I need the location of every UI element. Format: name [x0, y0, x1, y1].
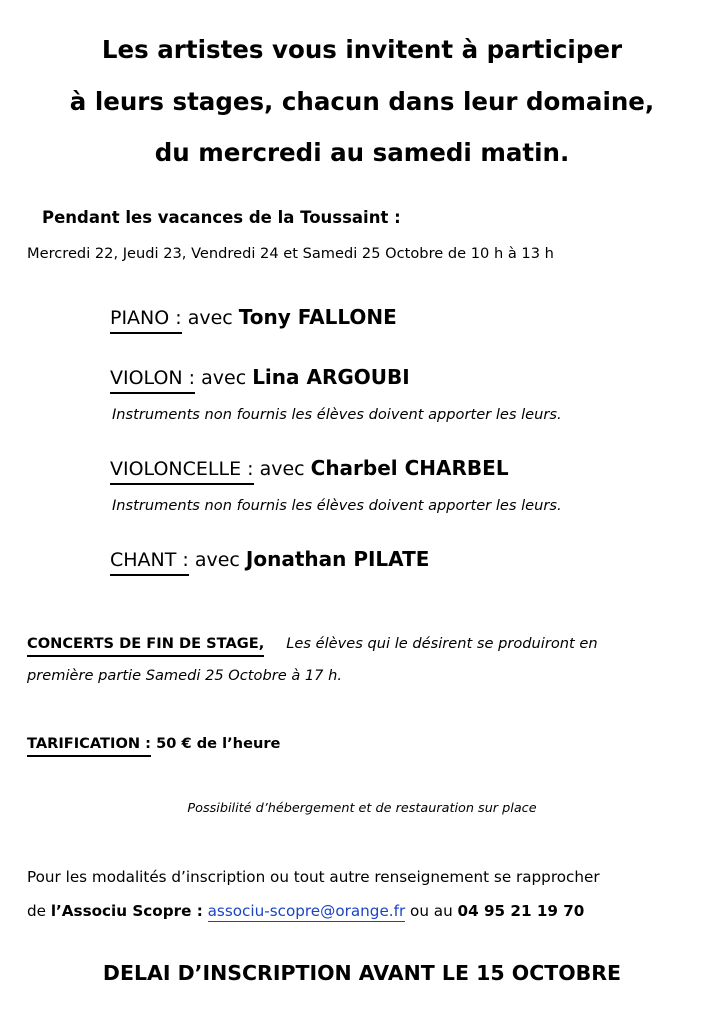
contact-ou-au: ou au	[405, 902, 458, 920]
teacher-name: Jonathan PILATE	[245, 547, 430, 571]
stage-violon-note: Instruments non fournis les élèves doivent apporter les leurs.	[112, 406, 562, 423]
vacances-dates: Mercredi 22, Jeudi 23, Vendredi 24 et Samedi 25 Octobre de 10 h à 13 h	[27, 245, 554, 262]
teacher-name: Tony FALLONE	[238, 305, 397, 329]
concerts-text-1: Les élèves qui le désirent se produiront en	[286, 635, 598, 652]
tarification-line	[27, 733, 280, 752]
instrument-name: PIANO :	[110, 307, 182, 334]
deadline-text: DELAI D’INSCRIPTION AVANT LE 15 OCTOBRE	[102, 961, 622, 985]
avec-text: avec	[188, 549, 246, 571]
instrument-name: VIOLON :	[110, 367, 195, 394]
headline-line-2: à leurs stages, chacun dans leur domaine,	[69, 87, 655, 116]
tarification-value: 50 € de l’heure	[156, 735, 281, 752]
avec-text: avec	[253, 458, 311, 480]
teacher-name: Charbel CHARBEL	[310, 456, 509, 480]
phone-number: 04 95 21 19 70	[457, 902, 585, 920]
concerts-label: CONCERTS DE FIN DE STAGE,	[27, 635, 264, 657]
association-name: l’Associu Scopre :	[50, 902, 203, 920]
contact-line-2	[27, 902, 584, 920]
contact-line-1: Pour les modalités d’inscription ou tout autre renseignement se rapprocher	[27, 868, 600, 886]
stage-violoncelle	[110, 455, 509, 482]
concerts-text-2: première partie Samedi 25 Octobre à 17 h.	[27, 667, 342, 684]
tarification-label: TARIFICATION :	[27, 735, 151, 757]
hebergement-text: Possibilité d’hébergement et de restauration sur place	[187, 801, 537, 816]
stage-chant	[110, 546, 429, 573]
headline-line-3: du mercredi au samedi matin.	[154, 138, 570, 167]
concerts-line-1	[27, 633, 598, 652]
stage-piano	[110, 304, 397, 331]
headline-line-1: Les artistes vous invitent à participer	[101, 35, 623, 64]
contact-prefix: de	[27, 902, 51, 920]
instrument-name: CHANT :	[110, 549, 189, 576]
avec-text: avec	[195, 367, 253, 389]
instrument-name: VIOLONCELLE :	[110, 458, 254, 485]
stage-violon	[110, 364, 410, 391]
stage-violoncelle-note: Instruments non fournis les élèves doivent apporter les leurs.	[112, 497, 562, 514]
avec-text: avec	[181, 307, 239, 329]
vacances-title: Pendant les vacances de la Toussaint :	[42, 208, 401, 227]
email-link[interactable]: associu-scopre@orange.fr	[207, 902, 406, 920]
teacher-name: Lina ARGOUBI	[252, 365, 410, 389]
